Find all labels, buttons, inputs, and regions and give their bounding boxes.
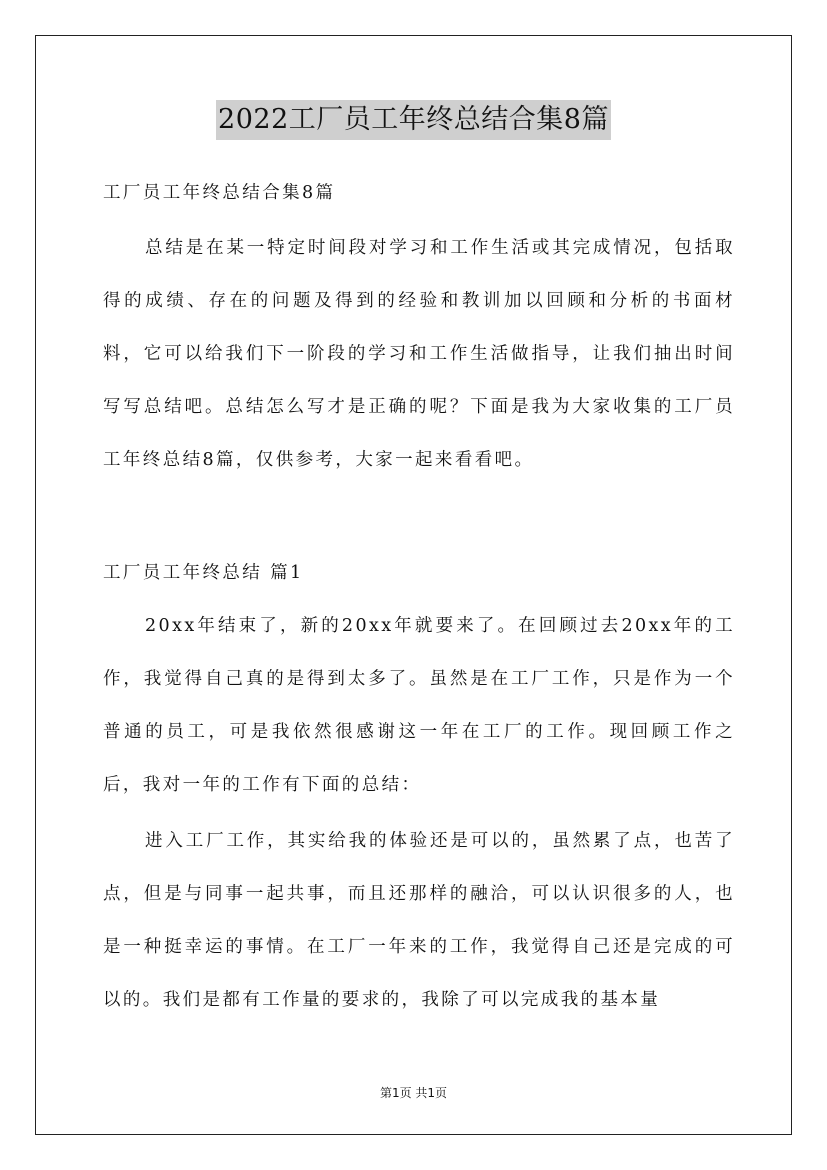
section-paragraph: 20xx年结束了，新的20xx年就要来了。在回顾过去20xx年的工作，我觉得自己真的是得到太多了。虽然是在工厂工作，只是作为一个普通的员工，可是我依然很感谢这一年在工厂的工作。现回顾工作之后，我对一年的工作有下面的总结：: [103, 616, 735, 795]
page-footer: 第1页 共1页: [379, 1086, 448, 1100]
document-title-text: 2022工厂员工年终总结合集8篇: [216, 100, 611, 140]
document-title: [0, 100, 827, 140]
document-subtitle: 工厂员工年终总结合集8篇: [103, 183, 336, 203]
section-heading: 工厂员工年终总结 篇1: [103, 563, 304, 583]
intro-paragraph: 总结是在某一特定时间段对学习和工作生活或其完成情况，包括取得的成绩、存在的问题及得到的经验和教训加以回顾和分析的书面材料，它可以给我们下一阶段的学习和工作生活做指导，让我们抽出时间写写总结吧。总结怎么写才是正确的呢？下面是我为大家收集的工厂员工年终总结8篇，仅供参考，大家一起来看看吧。: [103, 238, 735, 470]
section-paragraph: 进入工厂工作，其实给我的体验还是可以的，虽然累了点，也苦了点，但是与同事一起共事，而且还那样的融洽，可以认识很多的人，也是一种挺幸运的事情。在工厂一年来的工作，我觉得自己还是完成的可以的。我们是都有工作量的要求的，我除了可以完成我的基本量: [103, 831, 735, 1010]
